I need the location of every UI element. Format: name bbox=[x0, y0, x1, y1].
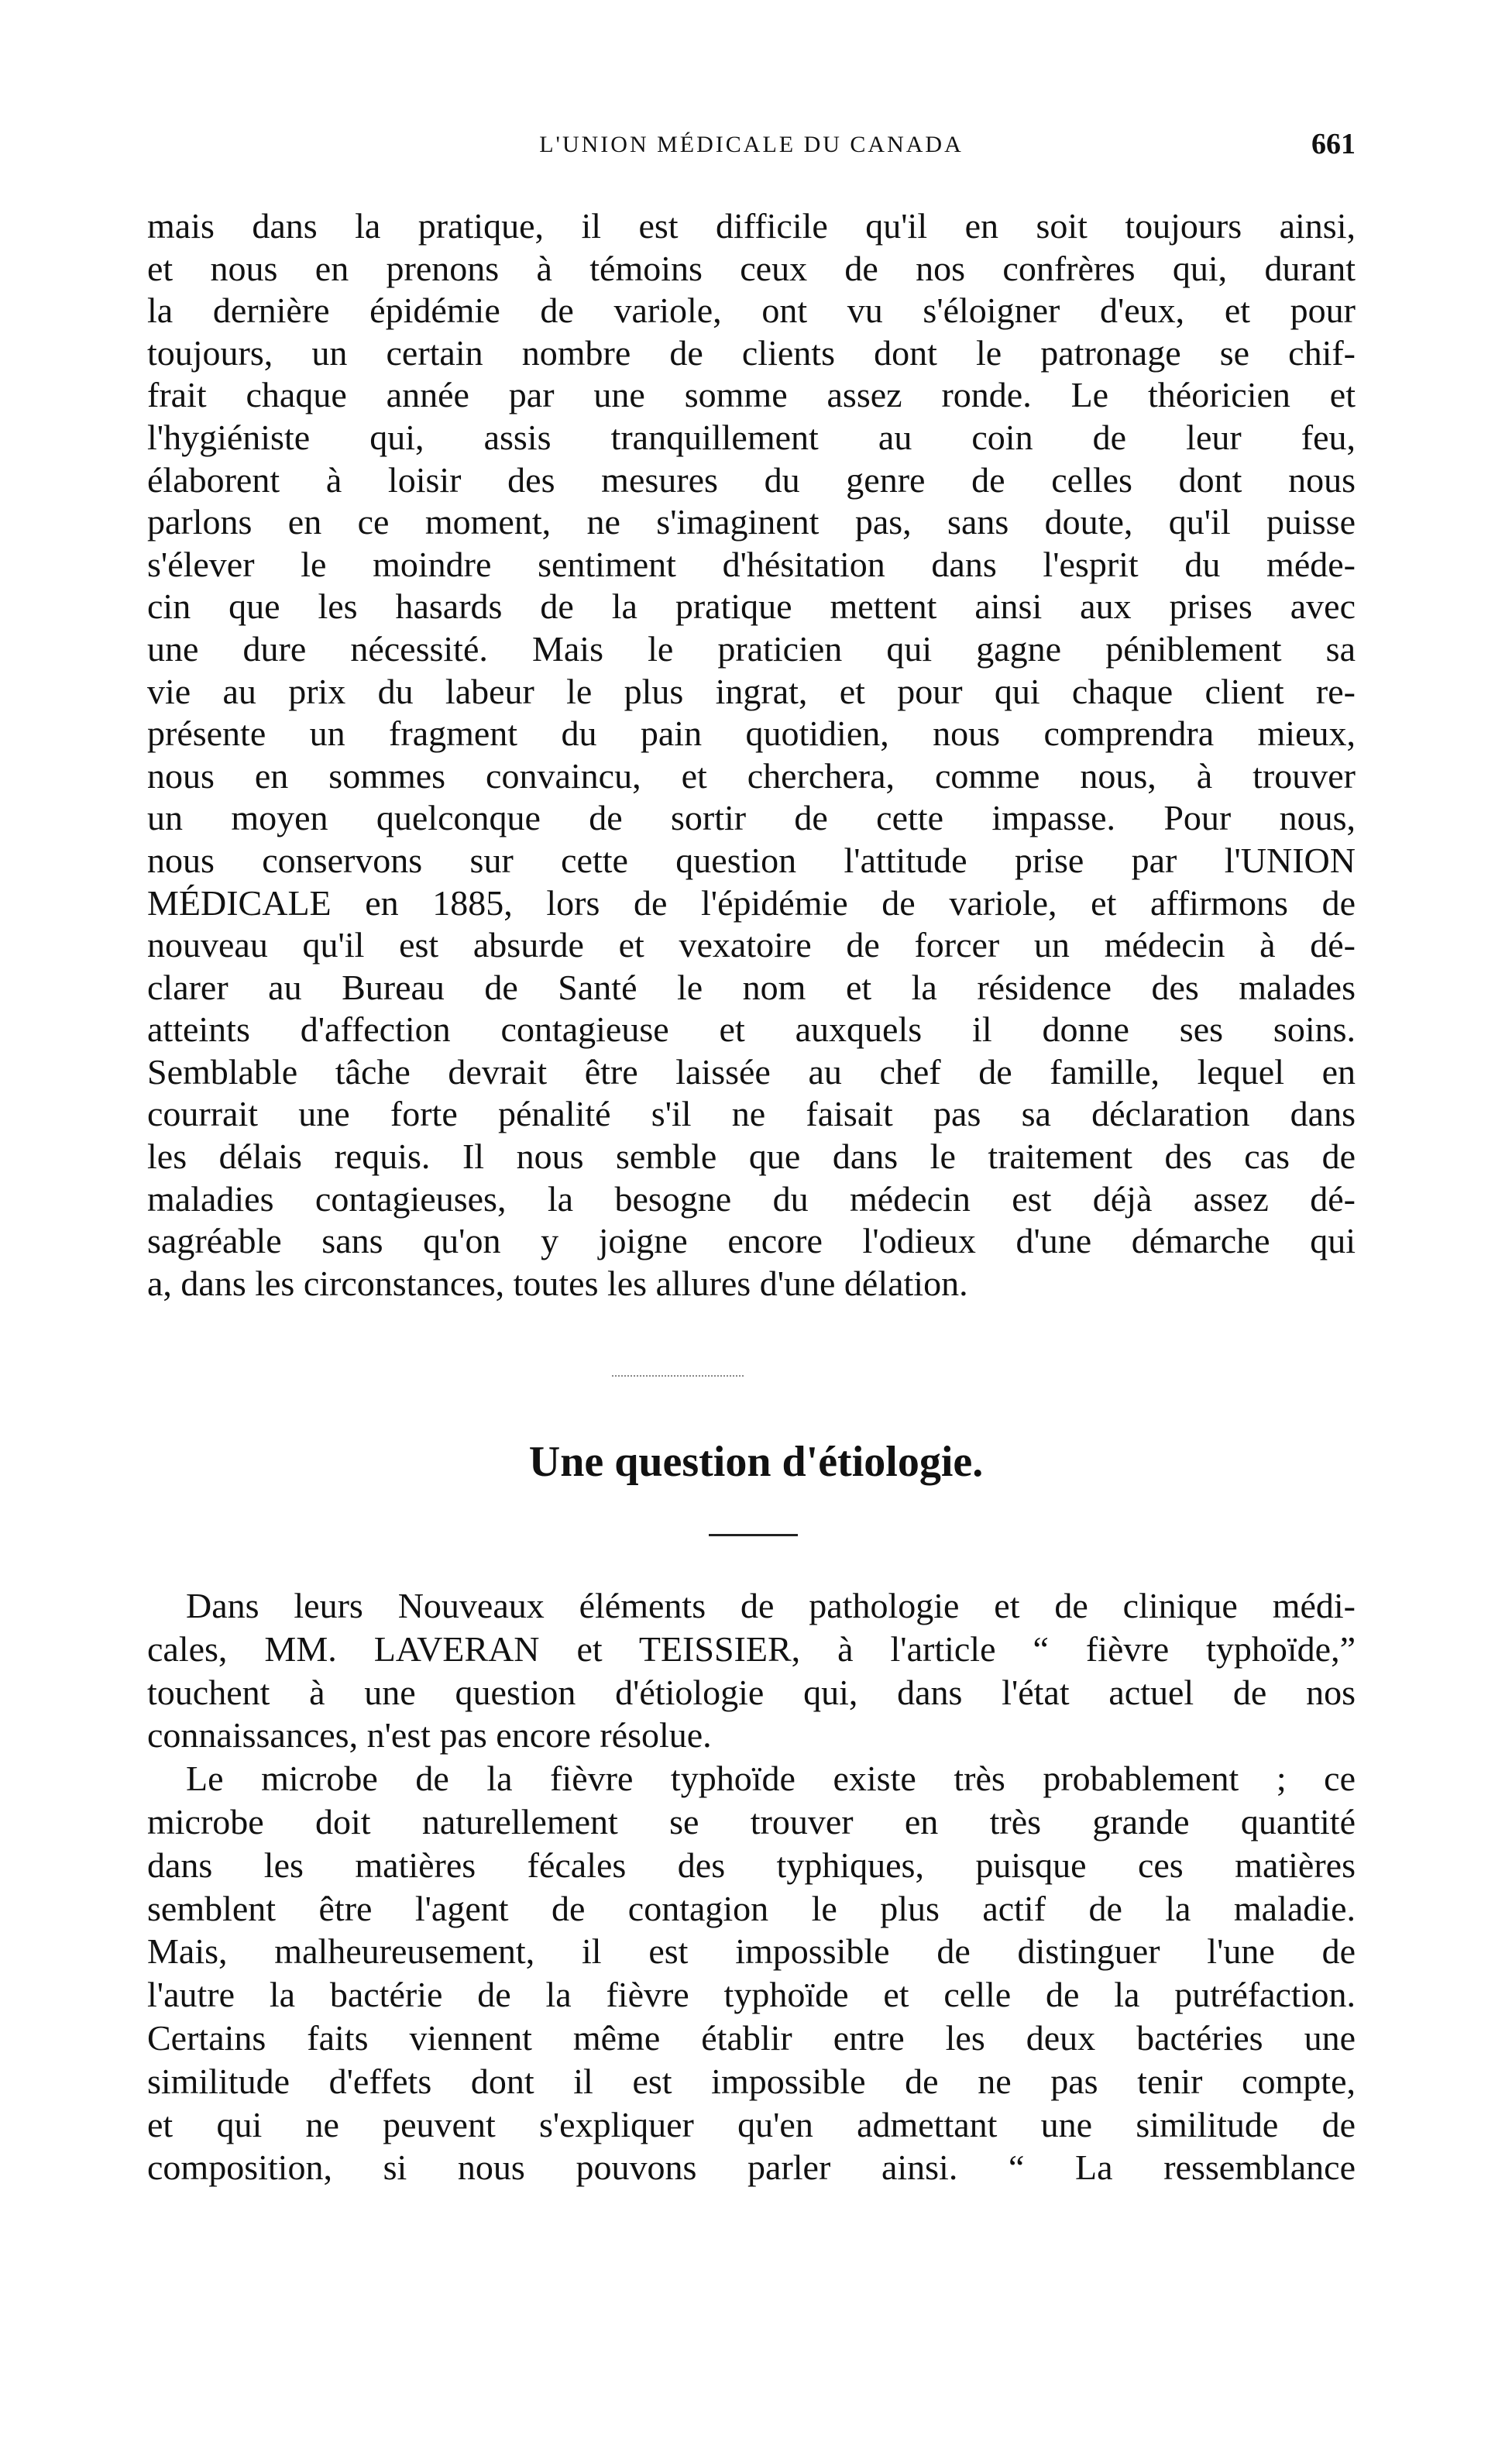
text-line: similitude d'effets dont il est impossible de ne pas tenir compte, bbox=[147, 2061, 1356, 2101]
text-line: maladies contagieuses, la besogne du médecin est déjà assez dé- bbox=[147, 1178, 1356, 1219]
text-line: dans les matières fécales des typhiques, puisque ces matières bbox=[147, 1845, 1356, 1885]
text-line: et nous en prenons à témoins ceux de nos confrères qui, durant bbox=[147, 248, 1356, 288]
text-line: présente un fragment du pain quotidien, nous comprendra mieux, bbox=[147, 714, 1356, 754]
text-line: Le microbe de la fièvre typhoïde existe très probablement ; ce bbox=[186, 1759, 1356, 1799]
text-line: nous conservons sur cette question l'attitude prise par l'UNION bbox=[147, 840, 1356, 880]
text-line: mais dans la pratique, il est difficile qu'il en soit toujours ainsi, bbox=[147, 206, 1356, 246]
text-line: s'élever le moindre sentiment d'hésitation dans l'esprit du méde- bbox=[147, 544, 1356, 584]
text-line: MÉDICALE en 1885, lors de l'épidémie de variole, et affirmons de bbox=[147, 882, 1356, 923]
text-line: sagréable sans qu'on y joigne encore l'odieux d'une démarche qui bbox=[147, 1221, 1356, 1261]
body-text-continuation bbox=[147, 205, 1356, 1305]
text-line: cin que les hasards de la pratique mettent ainsi aux prises avec bbox=[147, 586, 1356, 627]
running-head: L'UNION MÉDICALE DU CANADA bbox=[539, 132, 964, 157]
section-title: Une question d'étiologie. bbox=[528, 1438, 984, 1486]
text-line: touchent à une question d'étiologie qui, dans l'état actuel de nos bbox=[147, 1672, 1356, 1712]
section-separator bbox=[612, 1375, 744, 1377]
text-line: et qui ne peuvent s'expliquer qu'en admettant une similitude de bbox=[147, 2104, 1356, 2144]
text-line: nous en sommes convaincu, et cherchera, comme nous, à trouver bbox=[147, 755, 1356, 796]
text-line: un moyen quelconque de sortir de cette impasse. Pour nous, bbox=[147, 798, 1356, 838]
text-line: les délais requis. Il nous semble que dans le traitement des cas de bbox=[147, 1137, 1356, 1177]
text-line: a, dans les circonstances, toutes les allures d'une délation. bbox=[147, 1263, 968, 1303]
text-line: connaissances, n'est pas encore résolue. bbox=[147, 1715, 712, 1756]
text-line: Mais, malheureusement, il est impossible de distinguer l'une de bbox=[147, 1931, 1356, 1972]
text-line: vie au prix du labeur le plus ingrat, et pour qui chaque client re- bbox=[147, 671, 1356, 711]
text-line: élaborent à loisir des mesures du genre de celles dont nous bbox=[147, 459, 1356, 500]
text-line: nouveau qu'il est absurde et vexatoire de forcer un médecin à dé- bbox=[147, 925, 1356, 965]
text-line: microbe doit naturellement se trouver en très grande quantité bbox=[147, 1801, 1356, 1841]
text-line: Semblable tâche devrait être laissée au chef de famille, lequel en bbox=[147, 1051, 1356, 1092]
text-line: Certains faits viennent même établir entre les deux bactéries une bbox=[147, 2017, 1356, 2058]
text-line: atteints d'affection contagieuse et auxquels il donne ses soins. bbox=[147, 1009, 1356, 1050]
text-line: la dernière épidémie de variole, ont vu s'éloigner d'eux, et pour bbox=[147, 291, 1356, 331]
text-line: clarer au Bureau de Santé le nom et la résidence des malades bbox=[147, 967, 1356, 1007]
text-line: Dans leurs Nouveaux éléments de pathologie et de clinique médi- bbox=[186, 1586, 1356, 1625]
title-rule bbox=[709, 1534, 798, 1536]
page-header bbox=[147, 128, 1356, 178]
text-line: toujours, un certain nombre de clients dont le patronage se chif- bbox=[147, 332, 1356, 373]
text-line: composition, si nous pouvons parler ainsi. “ La ressemblance bbox=[147, 2148, 1356, 2188]
text-line: frait chaque année par une somme assez ronde. Le théoricien et bbox=[147, 375, 1356, 415]
text-line: cales, MM. LAVERAN et TEISSIER, à l'article “ fièvre typhoïde,” bbox=[147, 1628, 1356, 1669]
text-line: l'hygiéniste qui, assis tranquillement au coin de leur feu, bbox=[147, 417, 1356, 457]
text-line: une dure nécessité. Mais le praticien qui gagne péniblement sa bbox=[147, 628, 1356, 669]
text-line: courrait une forte pénalité s'il ne faisait pas sa déclaration dans bbox=[147, 1094, 1356, 1134]
text-line: semblent être l'agent de contagion le plus actif de la maladie. bbox=[147, 1888, 1356, 1928]
body-text-section bbox=[147, 1584, 1356, 2189]
text-line: parlons en ce moment, ne s'imaginent pas, sans doute, qu'il puisse bbox=[147, 502, 1356, 542]
text-line: l'autre la bactérie de la fièvre typhoïde et celle de la putréfaction. bbox=[147, 1975, 1356, 2015]
page-number: 661 bbox=[1311, 128, 1356, 160]
